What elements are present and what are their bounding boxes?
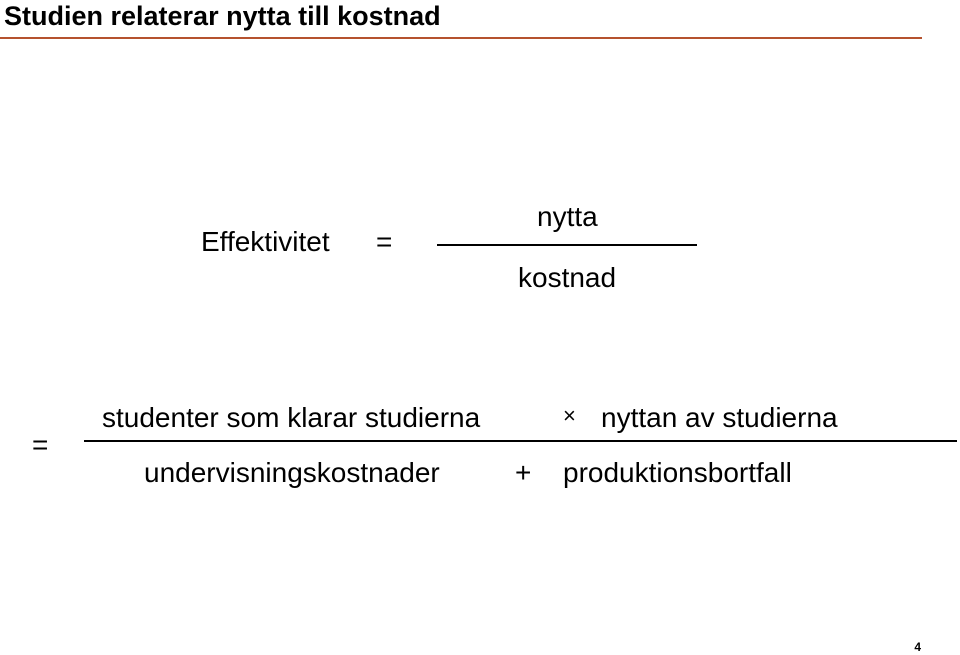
numerator-text: nytta (537, 201, 598, 232)
title-divider (0, 37, 922, 39)
multiply-sign: × (563, 403, 576, 428)
fraction-line (437, 244, 697, 246)
numerator-right-text: nyttan av studierna (601, 402, 838, 433)
denominator-text: kostnad (518, 262, 617, 293)
equals-sign: = (376, 226, 393, 257)
efficiency-label: Effektivitet (201, 226, 330, 257)
fraction-line (84, 440, 957, 442)
denominator-right-text: produktionsbortfall (563, 457, 792, 488)
slide-title: Studien relaterar nytta till kostnad (4, 1, 441, 31)
equals-sign: = (32, 429, 49, 460)
denominator-left-text: undervisningskostnader (144, 457, 440, 488)
numerator-left-text: studenter som klarar studierna (102, 402, 481, 433)
plus-sign: + (515, 457, 532, 488)
page-number: 4 (914, 640, 921, 654)
